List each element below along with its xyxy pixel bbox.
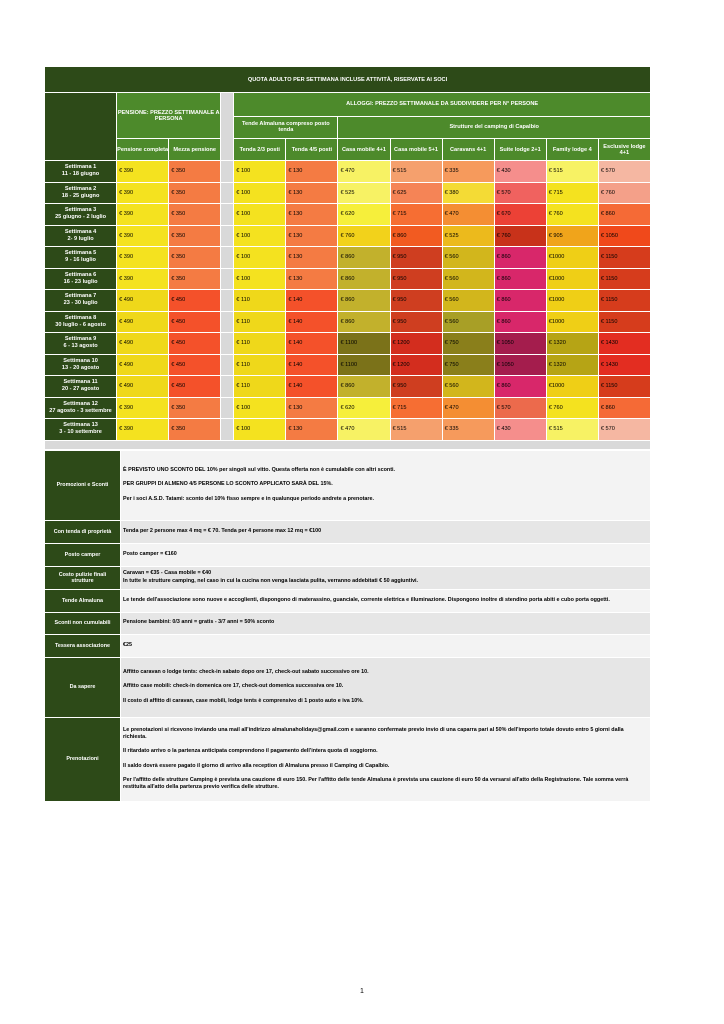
info-value	[121, 657, 651, 717]
price-cell: € 490	[117, 354, 169, 376]
week-name: Settimana 11	[63, 379, 98, 386]
info-key: Con tenda di proprietà	[45, 520, 121, 543]
info-line: Pensione bambini: 0/3 anni = gratis - 3/7 anni = 50% sconto	[123, 619, 275, 626]
price-cell: € 335	[442, 161, 494, 183]
column-header: Tenda 4/5 posti	[286, 139, 338, 161]
table-row	[45, 204, 651, 226]
separator-cell	[221, 204, 234, 226]
price-cell: € 390	[117, 182, 169, 204]
price-cell: € 390	[117, 397, 169, 419]
info-row	[45, 450, 651, 520]
info-line: €25	[123, 641, 132, 648]
price-cell: € 1050	[598, 225, 650, 247]
price-cell: € 140	[286, 311, 338, 333]
price-cell: € 110	[234, 290, 286, 312]
info-key: Da sapere	[45, 657, 121, 717]
price-cell: € 950	[390, 376, 442, 398]
price-cell: €1000	[546, 247, 598, 269]
price-cell: € 570	[598, 161, 650, 183]
week-dates: 6 - 13 agosto	[63, 343, 98, 350]
price-cell: € 100	[234, 397, 286, 419]
table-row	[45, 161, 651, 183]
price-cell: € 130	[286, 204, 338, 226]
price-cell: € 490	[117, 333, 169, 355]
price-cell: € 350	[169, 397, 221, 419]
info-row	[45, 543, 651, 566]
price-cell: € 950	[390, 268, 442, 290]
column-header: Tenda 2/3 posti	[234, 139, 286, 161]
separator-cell	[221, 225, 234, 247]
separator-cell	[221, 311, 234, 333]
table-row	[45, 376, 651, 398]
corner-cell	[45, 93, 117, 161]
price-cell: € 1050	[494, 354, 546, 376]
price-cell: € 100	[234, 247, 286, 269]
week-name: Settimana 3	[64, 207, 97, 214]
separator-cell	[221, 93, 234, 161]
price-cell: € 100	[234, 419, 286, 441]
price-cell: € 100	[234, 182, 286, 204]
price-cell: € 450	[169, 290, 221, 312]
info-line: In tutte le strutture camping, nel caso in cui la cucina non venga lasciata pulita, verranno addebitati € 50 aggiuntivi.	[123, 577, 419, 584]
info-line: Caravan = €35 - Casa mobile = €40	[123, 570, 212, 577]
info-line: Il costo di affitto di caravan, case mobili, lodge tents è comprensivo di 1 posto auto e iva 10%.	[123, 697, 364, 704]
info-key: Sconti non cumulabili	[45, 612, 121, 634]
price-cell: € 1320	[546, 333, 598, 355]
info-line: Posto camper = €160	[123, 550, 177, 557]
price-cell: € 750	[442, 333, 494, 355]
price-cell: € 950	[390, 290, 442, 312]
info-row	[45, 657, 651, 717]
table-row	[45, 225, 651, 247]
price-cell: € 760	[338, 225, 390, 247]
info-key: Tende Almaluna	[45, 589, 121, 612]
info-line: Il saldo dovrà essere pagato il giorno di arrivo alla reception di Almaluna presso il Camping di Capalbio.	[123, 762, 390, 769]
price-cell: € 380	[442, 182, 494, 204]
price-cell: € 560	[442, 290, 494, 312]
table-row	[45, 397, 651, 419]
price-cell: € 715	[546, 182, 598, 204]
price-cell: € 860	[598, 397, 650, 419]
week-label	[45, 311, 117, 333]
info-line: Per l'affitto delle strutture Camping è prevista una cauzione di euro 150. Per l'affitto delle tende Almaluna è prevista una cauzione di euro 50 da versarsi all'atto della Registrazione. Tale somma verrà restituita all'atto della partenza previo verifica delle strutture.	[123, 776, 629, 791]
price-cell: € 110	[234, 311, 286, 333]
price-cell: € 760	[546, 397, 598, 419]
price-cell: € 450	[169, 311, 221, 333]
price-cell: € 1100	[338, 354, 390, 376]
price-cell: € 570	[598, 419, 650, 441]
week-dates: 11 - 18 giugno	[61, 171, 100, 178]
info-line: Per i soci A.S.D. Tatami: sconto del 10% fisso sempre e in qualunque periodo andrete a prenotare.	[123, 495, 375, 502]
week-name: Settimana 2	[64, 185, 97, 192]
week-name: Settimana 13	[63, 422, 98, 429]
price-cell: € 140	[286, 376, 338, 398]
price-cell: € 860	[494, 311, 546, 333]
separator-cell	[221, 268, 234, 290]
price-cell: € 450	[169, 354, 221, 376]
price-cell: € 470	[442, 204, 494, 226]
week-name: Settimana 4	[64, 228, 97, 235]
price-cell: € 560	[442, 247, 494, 269]
tende-group-header: Tende Almaluna compreso posto tenda	[234, 116, 338, 139]
price-cell: € 860	[338, 311, 390, 333]
column-header: Mezza pensione	[169, 139, 221, 161]
week-label	[45, 161, 117, 183]
price-cell: € 560	[442, 268, 494, 290]
week-dates: 20 - 27 agosto	[61, 386, 100, 393]
price-cell: € 860	[338, 290, 390, 312]
price-cell: € 620	[338, 204, 390, 226]
info-line: Le prenotazioni si ricevono inviando una mail all'indirizzo almalunaholidays@gmail.com e saranno confermate previo invio di una caparra pari al 50% dell'importo totale dovuto entro 5 giorni dalla richiesta.	[123, 726, 624, 740]
price-cell: € 1150	[598, 268, 650, 290]
price-cell: € 715	[390, 204, 442, 226]
price-cell: € 1100	[338, 333, 390, 355]
price-cell: €1000	[546, 376, 598, 398]
info-line: Le tende dell'associazione sono nuove e accoglienti, dispongono di materassino, guanciale, corrente elettrica e illuminazione. Dispongono inoltre di stendino porta abiti e cubo porta oggetti.	[123, 596, 610, 603]
week-name: Settimana 8	[64, 314, 97, 321]
price-cell: € 525	[442, 225, 494, 247]
info-line: Affitto case mobili: check-in domenica ore 17, check-out domenica successiva ore 10.	[123, 683, 344, 690]
week-name: Settimana 7	[64, 293, 97, 300]
camping-group-header: Strutture del camping di Capalbio	[338, 116, 651, 139]
info-row	[45, 566, 651, 589]
info-row	[45, 612, 651, 634]
price-cell: € 570	[494, 182, 546, 204]
table-row	[45, 311, 651, 333]
price-cell: € 140	[286, 290, 338, 312]
week-label	[45, 354, 117, 376]
week-label	[45, 397, 117, 419]
week-dates: 27 agosto - 3 settembre	[49, 407, 112, 414]
info-value	[121, 612, 651, 634]
separator-cell	[221, 182, 234, 204]
price-sheet	[44, 66, 651, 802]
price-cell: € 350	[169, 419, 221, 441]
price-cell: € 950	[390, 311, 442, 333]
week-dates: 16 - 23 luglio	[63, 278, 98, 285]
separator-cell	[221, 333, 234, 355]
column-header: Casa mobile 5+1	[390, 139, 442, 161]
price-cell: € 620	[338, 397, 390, 419]
price-cell: € 860	[494, 247, 546, 269]
price-cell: € 670	[494, 204, 546, 226]
info-key: Prenotazioni	[45, 717, 121, 801]
info-value	[121, 717, 651, 801]
price-cell: € 335	[442, 419, 494, 441]
table-row	[45, 247, 651, 269]
price-cell: € 130	[286, 268, 338, 290]
info-value	[121, 520, 651, 543]
week-name: Settimana 1	[64, 164, 97, 171]
info-value	[121, 543, 651, 566]
week-name: Settimana 10	[63, 357, 98, 364]
column-header: Casa mobile 4+1	[338, 139, 390, 161]
price-cell: € 100	[234, 268, 286, 290]
price-cell: € 100	[234, 204, 286, 226]
week-name: Settimana 6	[64, 271, 97, 278]
week-dates: 9 - 16 luglio	[65, 257, 96, 264]
price-cell: € 560	[442, 311, 494, 333]
week-label	[45, 225, 117, 247]
week-label	[45, 247, 117, 269]
price-cell: € 490	[117, 376, 169, 398]
price-cell: € 430	[494, 419, 546, 441]
price-cell: € 860	[338, 247, 390, 269]
table-row	[45, 290, 651, 312]
week-name: Settimana 9	[64, 336, 97, 343]
price-cell: € 100	[234, 225, 286, 247]
price-cell: € 390	[117, 161, 169, 183]
table-row	[45, 268, 651, 290]
separator-cell	[221, 290, 234, 312]
price-cell: € 1050	[494, 333, 546, 355]
separator-cell	[221, 247, 234, 269]
price-cell: € 390	[117, 225, 169, 247]
price-cell: € 130	[286, 397, 338, 419]
week-label	[45, 376, 117, 398]
info-key: Posto camper	[45, 543, 121, 566]
info-line: Tenda per 2 persone max 4 mq = € 70. Tenda per 4 persone max 12 mq = €100	[123, 527, 322, 534]
price-cell: € 350	[169, 161, 221, 183]
price-cell: € 560	[442, 376, 494, 398]
price-cell: € 390	[117, 268, 169, 290]
table-row	[45, 182, 651, 204]
price-cell: € 490	[117, 311, 169, 333]
price-cell: €1000	[546, 268, 598, 290]
column-header: Caravans 4+1	[442, 139, 494, 161]
column-header: Pensione completa	[117, 139, 169, 161]
table-row	[45, 419, 651, 441]
price-cell: € 470	[338, 161, 390, 183]
separator-cell	[221, 354, 234, 376]
price-cell: € 350	[169, 268, 221, 290]
price-cell: € 1200	[390, 354, 442, 376]
alloggi-header: ALLOGGI: PREZZO SETTIMANALE DA SUDDIVIDERE PER N° PERSONE	[234, 93, 651, 117]
week-label	[45, 268, 117, 290]
week-label	[45, 333, 117, 355]
price-cell: € 140	[286, 333, 338, 355]
price-cell: € 1200	[390, 333, 442, 355]
week-dates: 25 giugno - 2 luglio	[55, 214, 107, 221]
price-cell: € 390	[117, 247, 169, 269]
table-title: QUOTA ADULTO PER SETTIMANA INCLUSE ATTIVITÀ, RISERVATE AI SOCI	[45, 67, 651, 93]
info-key: Costo pulizie finali strutture	[45, 566, 121, 589]
week-dates: 3 - 10 settembre	[59, 429, 102, 436]
price-cell: € 860	[338, 376, 390, 398]
price-cell: € 905	[546, 225, 598, 247]
price-cell: € 515	[546, 161, 598, 183]
week-label	[45, 290, 117, 312]
price-cell: € 570	[494, 397, 546, 419]
price-cell: € 450	[169, 333, 221, 355]
price-cell: € 1430	[598, 333, 650, 355]
price-cell: €1000	[546, 311, 598, 333]
price-cell: € 1320	[546, 354, 598, 376]
price-cell: € 110	[234, 354, 286, 376]
price-cell: € 760	[494, 225, 546, 247]
info-row	[45, 589, 651, 612]
table-row	[45, 333, 651, 355]
price-cell: € 950	[390, 247, 442, 269]
price-cell: € 1150	[598, 290, 650, 312]
price-cell: € 760	[546, 204, 598, 226]
price-cell: € 760	[598, 182, 650, 204]
price-cell: € 130	[286, 225, 338, 247]
price-cell: € 1150	[598, 247, 650, 269]
price-cell: € 470	[338, 419, 390, 441]
column-header: Family lodge 4	[546, 139, 598, 161]
price-cell: € 350	[169, 204, 221, 226]
price-cell: € 110	[234, 333, 286, 355]
section-divider	[45, 440, 651, 449]
price-cell: € 860	[494, 376, 546, 398]
week-name: Settimana 12	[63, 400, 98, 407]
info-row	[45, 717, 651, 801]
price-cell: € 625	[390, 182, 442, 204]
info-value	[121, 634, 651, 657]
info-line: Affitto caravan o lodge tents: check-in sabato dopo ore 17, check-out sabato successivo ore 10.	[123, 669, 369, 676]
price-cell: € 390	[117, 204, 169, 226]
info-row	[45, 520, 651, 543]
price-cell: € 350	[169, 225, 221, 247]
price-cell: € 515	[546, 419, 598, 441]
price-cell: € 1430	[598, 354, 650, 376]
info-row	[45, 634, 651, 657]
table-row	[45, 354, 651, 376]
info-value	[121, 589, 651, 612]
price-cell: € 130	[286, 419, 338, 441]
info-value	[121, 566, 651, 589]
price-cell: € 860	[494, 268, 546, 290]
info-key: Tessera associazione	[45, 634, 121, 657]
price-cell: € 100	[234, 161, 286, 183]
info-line: È PREVISTO UNO SCONTO DEL 10% per singoli sul vitto. Questa offerta non è cumulabile con altri sconti.	[123, 467, 395, 474]
price-cell: € 350	[169, 247, 221, 269]
week-dates: 13 - 20 agosto	[61, 364, 100, 371]
separator-cell	[221, 376, 234, 398]
price-cell: € 450	[169, 376, 221, 398]
price-cell: €1000	[546, 290, 598, 312]
info-table	[44, 450, 651, 802]
week-label	[45, 182, 117, 204]
price-cell: € 430	[494, 161, 546, 183]
week-label	[45, 204, 117, 226]
price-cell: € 490	[117, 290, 169, 312]
price-cell: € 860	[390, 225, 442, 247]
price-cell: € 1150	[598, 376, 650, 398]
info-line: PER GRUPPI DI ALMENO 4/5 PERSONE LO SCONTO APPLICATO SARÀ DEL 15%.	[123, 481, 333, 488]
price-cell: € 515	[390, 161, 442, 183]
page-number: 1	[360, 988, 364, 995]
price-cell: € 860	[494, 290, 546, 312]
price-cell: € 470	[442, 397, 494, 419]
week-dates: 23 - 30 luglio	[63, 300, 98, 307]
price-cell: € 130	[286, 182, 338, 204]
price-table	[44, 66, 651, 450]
info-value	[121, 450, 651, 520]
info-line: Il ritardato arrivo o la partenza anticipata comprendono il pagamento dell'intera quota di soggiorno.	[123, 748, 378, 755]
week-dates: 18 - 25 giugno	[61, 192, 100, 199]
price-cell: € 390	[117, 419, 169, 441]
price-cell: € 860	[338, 268, 390, 290]
price-cell: € 130	[286, 247, 338, 269]
week-name: Settimana 5	[64, 250, 97, 257]
price-cell: € 750	[442, 354, 494, 376]
price-cell: € 515	[390, 419, 442, 441]
separator-cell	[221, 419, 234, 441]
separator-cell	[221, 161, 234, 183]
column-header: Esclusive lodge 4+1	[598, 139, 650, 161]
price-cell: € 860	[598, 204, 650, 226]
pensione-header: PENSIONE: PREZZO SETTIMANALE A PERSONA	[117, 93, 221, 139]
week-dates: 2- 9 luglio	[67, 235, 94, 242]
separator-cell	[221, 397, 234, 419]
info-key: Promozioni e Sconti	[45, 450, 121, 520]
price-cell: € 110	[234, 376, 286, 398]
price-cell: € 130	[286, 161, 338, 183]
column-header: Suite lodge 2+1	[494, 139, 546, 161]
price-cell: € 140	[286, 354, 338, 376]
week-label	[45, 419, 117, 441]
week-dates: 30 luglio - 6 agosto	[55, 321, 106, 328]
price-cell: € 1150	[598, 311, 650, 333]
price-cell: € 350	[169, 182, 221, 204]
price-cell: € 715	[390, 397, 442, 419]
price-cell: € 525	[338, 182, 390, 204]
